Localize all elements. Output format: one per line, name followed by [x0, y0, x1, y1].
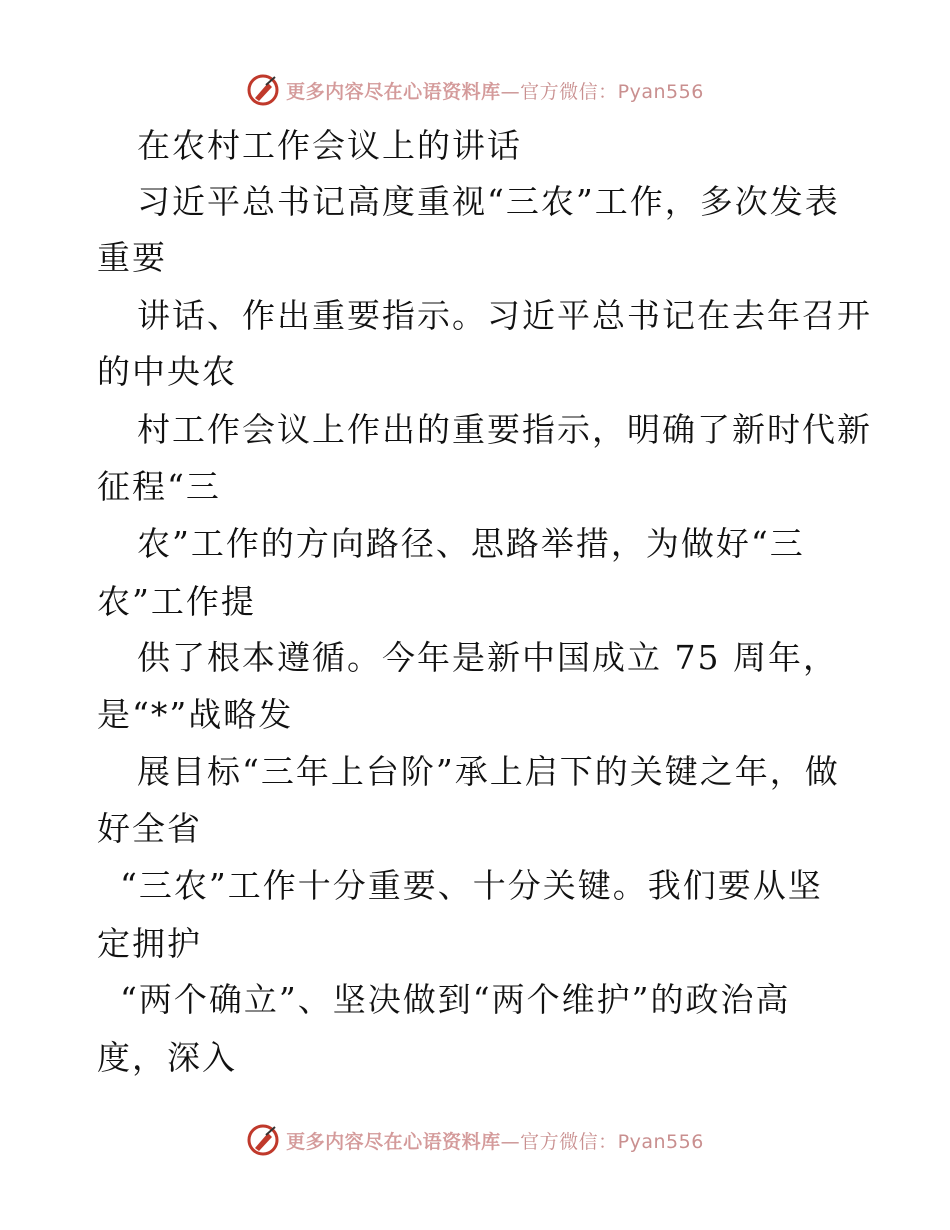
document-line: 是“*”战略发 — [97, 695, 294, 734]
document-line: 度，深入 — [97, 1038, 237, 1077]
header-banner-text — [286, 77, 704, 104]
pen-logo-icon — [246, 1123, 280, 1157]
header-banner — [0, 70, 950, 110]
document-line: 供了根本遵循。今年是新中国成立 75 周年， — [137, 638, 838, 677]
document-line: 征程“三 — [97, 467, 221, 506]
document-line: “三农”工作十分重要、十分关键。我们要从坚 — [120, 866, 823, 905]
document-line: 农”工作提 — [97, 582, 256, 621]
pen-logo-icon — [246, 73, 280, 107]
document-line: 展目标“三年上台阶”承上启下的关键之年，做 — [137, 752, 840, 791]
document-line: 习近平总书记高度重视“三农”工作，多次发表 — [137, 182, 840, 221]
footer-banner-sub: —官方微信：Pyan556 — [500, 1130, 704, 1153]
document-line: 讲话、作出重要指示。习近平总书记在去年召开 — [137, 296, 872, 335]
document-line: 的中央农 — [97, 352, 237, 391]
document-line: 重要 — [97, 238, 167, 277]
footer-banner-main: 更多内容尽在心语资料库 — [286, 1130, 501, 1153]
footer-banner — [0, 1120, 950, 1160]
document-line: 好全省 — [97, 809, 202, 848]
header-banner-main: 更多内容尽在心语资料库 — [286, 80, 501, 103]
document-line: 农”工作的方向路径、思路举措，为做好“三 — [137, 524, 805, 563]
footer-banner-text — [286, 1127, 704, 1154]
document-line: 定拥护 — [97, 924, 202, 963]
header-banner-sub: —官方微信：Pyan556 — [500, 80, 704, 103]
document-line: “两个确立”、坚决做到“两个维护”的政治高 — [120, 980, 791, 1019]
document-title: 在农村工作会议上的讲话 — [137, 126, 522, 165]
document-line: 村工作会议上作出的重要指示，明确了新时代新 — [137, 410, 872, 449]
